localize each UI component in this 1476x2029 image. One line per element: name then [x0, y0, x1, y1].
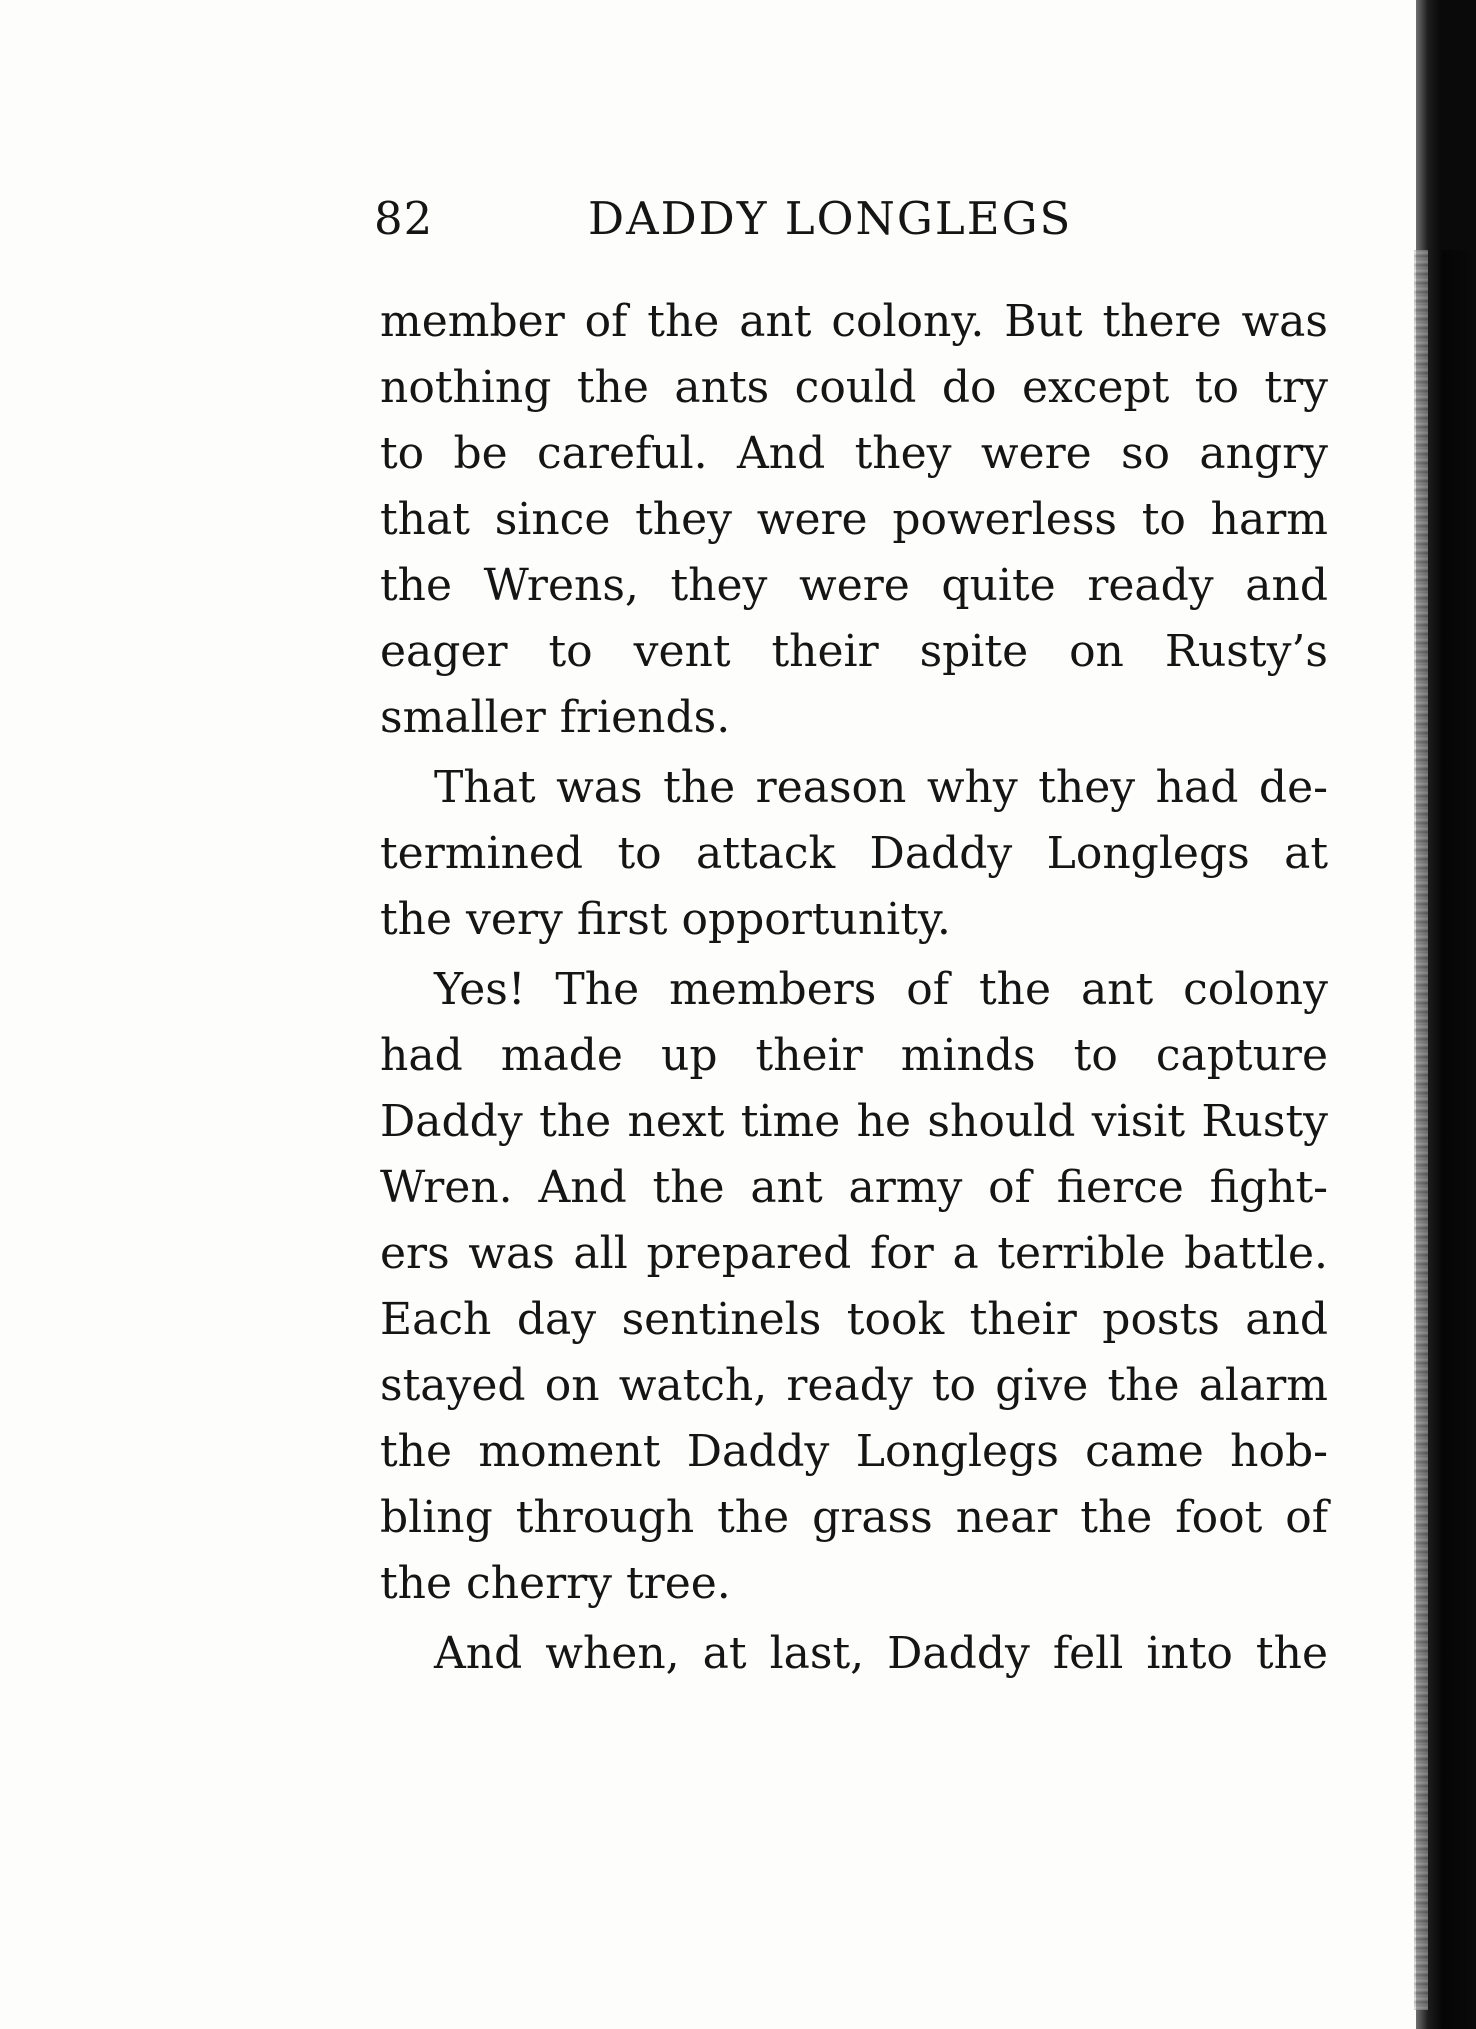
text-line: And when, at last, Daddy fell into the — [434, 1628, 1328, 1679]
text-line: eager to vent their spite on Rusty’s — [380, 626, 1328, 677]
text-line: had made up their minds to capture — [380, 1030, 1328, 1081]
text-line: the moment Daddy Longlegs came hob- — [380, 1426, 1328, 1477]
page-edge-texture — [1414, 250, 1428, 2010]
text-line: Yes! The members of the ant colony — [434, 964, 1328, 1015]
text-line: ers was all prepared for a terrible battle. — [380, 1228, 1328, 1279]
text-line: Wren. And the ant army of fierce fight- — [380, 1162, 1328, 1213]
text-line: Daddy the next time he should visit Rusty — [380, 1096, 1328, 1147]
text-line: the cherry tree. — [380, 1558, 731, 1609]
text-line: termined to attack Daddy Longlegs at — [380, 828, 1328, 879]
running-header — [374, 192, 1334, 262]
text-line: stayed on watch, ready to give the alarm — [380, 1360, 1328, 1411]
text-line: smaller friends. — [380, 692, 731, 743]
text-line: the very first opportunity. — [380, 894, 951, 945]
text-line: to be careful. And they were so angry — [380, 428, 1328, 479]
text-line: nothing the ants could do except to try — [380, 362, 1328, 413]
text-line: Each day sentinels took their posts and — [380, 1294, 1328, 1345]
page-edge-dark — [1440, 0, 1476, 250]
text-line: bling through the grass near the foot of — [380, 1492, 1328, 1543]
text-line: member of the ant colony. But there was — [380, 296, 1328, 347]
running-title: DADDY LONGLEGS — [588, 192, 1073, 245]
text-line: that since they were powerless to harm — [380, 494, 1328, 545]
text-line: the Wrens, they were quite ready and — [380, 560, 1328, 611]
text-line: That was the reason why they had de- — [434, 762, 1328, 813]
page-number: 82 — [374, 192, 434, 245]
